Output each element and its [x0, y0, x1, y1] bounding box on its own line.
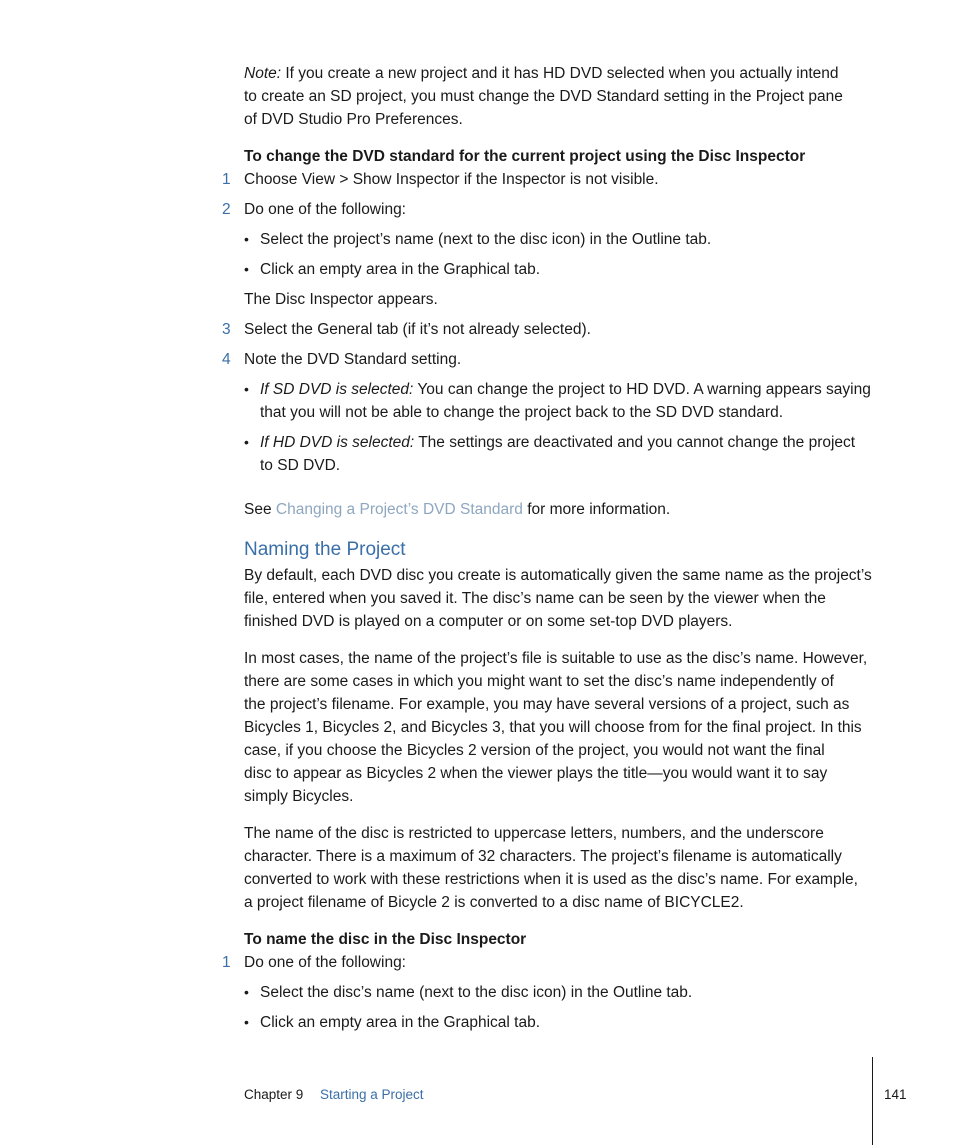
- note-label: Note:: [244, 65, 282, 82]
- paragraph-line: disc to appear as Bicycles 2 when the viewer plays the title—you would want it to say: [244, 765, 828, 782]
- bullet-icon: •: [244, 231, 249, 247]
- paragraph-line: a project filename of Bicycle 2 is converted to a disc name of BICYCLE2.: [244, 894, 744, 911]
- paragraph-line: Bicycles 1, Bicycles 2, and Bicycles 3, that you will choose from for the final project. In this: [244, 719, 862, 736]
- page-number: 141: [884, 1087, 907, 1102]
- bullet-text: Click an empty area in the Graphical tab.: [260, 261, 540, 278]
- paragraph-line: The name of the disc is restricted to uppercase letters, numbers, and the underscore: [244, 825, 824, 842]
- bullet-text: If SD DVD is selected: You can change the project to HD DVD. A warning appears saying: [260, 381, 871, 398]
- bullet-text-continued: to SD DVD.: [260, 457, 341, 474]
- paragraph-line: By default, each DVD disc you create is automatically given the same name as the project’s: [244, 567, 872, 584]
- bullet-icon: •: [244, 984, 249, 1000]
- bullet-icon: •: [244, 381, 249, 397]
- bullet-text: Select the project’s name (next to the disc icon) in the Outline tab.: [260, 231, 712, 248]
- step-text: Note the DVD Standard setting.: [244, 351, 462, 368]
- paragraph-line: finished DVD is played on a computer or on some set-top DVD players.: [244, 613, 733, 630]
- paragraph-line: converted to work with these restrictions when it is used as the disc’s name. For example,: [244, 871, 858, 888]
- step-text: Choose View > Show Inspector if the Inspector is not visible.: [244, 171, 659, 188]
- step-text: Do one of the following:: [244, 201, 406, 218]
- bullet-text: If HD DVD is selected: The settings are deactivated and you cannot change the project: [260, 434, 856, 451]
- step-number: 4: [222, 351, 231, 368]
- step-number: 1: [222, 954, 231, 971]
- paragraph-line: simply Bicycles.: [244, 788, 354, 805]
- step-number: 1: [222, 171, 231, 188]
- cross-reference-link[interactable]: Changing a Project’s DVD Standard: [275, 501, 523, 518]
- bullet-text: Select the disc’s name (next to the disc icon) in the Outline tab.: [260, 984, 693, 1001]
- paragraph-line: there are some cases in which you might want to set the disc’s name independently of: [244, 673, 834, 690]
- task-heading-change-standard: To change the DVD standard for the current project using the Disc Inspector: [244, 148, 806, 165]
- bullet-icon: •: [244, 1014, 249, 1030]
- paragraph-line: case, if you choose the Bicycles 2 version of the project, you would not want the final: [244, 742, 825, 759]
- bullet-text-continued: that you will not be able to change the project back to the SD DVD standard.: [260, 404, 784, 421]
- footer-divider: [872, 1057, 873, 1145]
- bullet-icon: •: [244, 261, 249, 277]
- note-line-2: to create an SD project, you must change the DVD Standard setting in the Project pane: [244, 88, 843, 105]
- paragraph-line: In most cases, the name of the project’s file is suitable to use as the disc’s name. However,: [244, 650, 868, 667]
- note-line-1: Note: If you create a new project and it has HD DVD selected when you actually intend: [244, 65, 839, 82]
- step-number: 3: [222, 321, 231, 338]
- footer-chapter: Chapter 9: [244, 1087, 304, 1102]
- task-heading-name-disc: To name the disc in the Disc Inspector: [244, 931, 527, 948]
- section-title: Naming the Project: [244, 539, 406, 560]
- see-also: See Changing a Project’s DVD Standard for more information.: [244, 501, 671, 518]
- paragraph-line: the project’s filename. For example, you may have several versions of a project, such as: [244, 696, 850, 713]
- paragraph-line: file, entered when you saved it. The disc’s name can be seen by the viewer when the: [244, 590, 826, 607]
- step-text: Do one of the following:: [244, 954, 406, 971]
- bullet-icon: •: [244, 434, 249, 450]
- step-number: 2: [222, 201, 231, 218]
- paragraph-line: character. There is a maximum of 32 characters. The project’s filename is automatically: [244, 848, 842, 865]
- bullet-text: Click an empty area in the Graphical tab.: [260, 1014, 540, 1031]
- note-line-3: of DVD Studio Pro Preferences.: [244, 111, 463, 128]
- footer-chapter-title[interactable]: Starting a Project: [320, 1087, 424, 1102]
- step-note: The Disc Inspector appears.: [244, 291, 438, 308]
- step-text: Select the General tab (if it’s not already selected).: [244, 321, 591, 338]
